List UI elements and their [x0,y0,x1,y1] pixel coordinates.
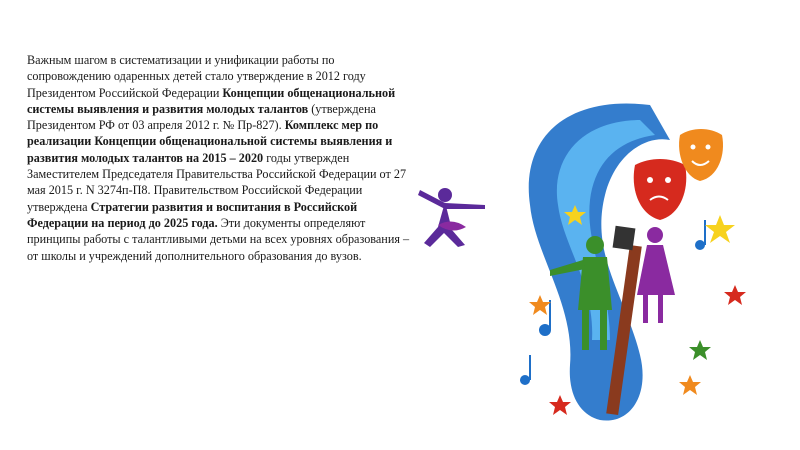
theater-masks-icon [634,129,723,220]
text-segment: Эти документы определяют принципы работы с талантливыми детьми на всех уровнях образования – от школы и учреждений дополнительного образования до вузов. [27,215,410,263]
arts-collage-icon [400,95,780,425]
text-segment: (утверждена Президентом РФ от 03 апреля 2012 г. № Пр-827). [27,101,376,133]
body-text [27,52,415,264]
concept-title: Концепции общенациональной системы выявления и развития молодых талантов [27,85,396,116]
measures-title: Комплекс мер по реализации Концепции общенациональной системы выявления и развития молодых талантов на 2015 – 2020 [27,118,393,165]
violinist-icon [637,227,675,323]
ballerina-icon [418,188,485,247]
text-segment: годы утвержден Заместителем Председателя Правительства Российской Федерации от 27 мая 2015 г. N 3274п-П8. Правительством Российской Федерации утверждена [27,150,407,214]
strategy-title: Стратегии развития и воспитания в Российской Федерации на период до 2025 года. [27,199,358,230]
text-segment: Важным шагом в систематизации и унификации работы по сопровождению одаренных детей стало утверждение в 2012 году Президентом Российской Федерации [27,53,366,100]
